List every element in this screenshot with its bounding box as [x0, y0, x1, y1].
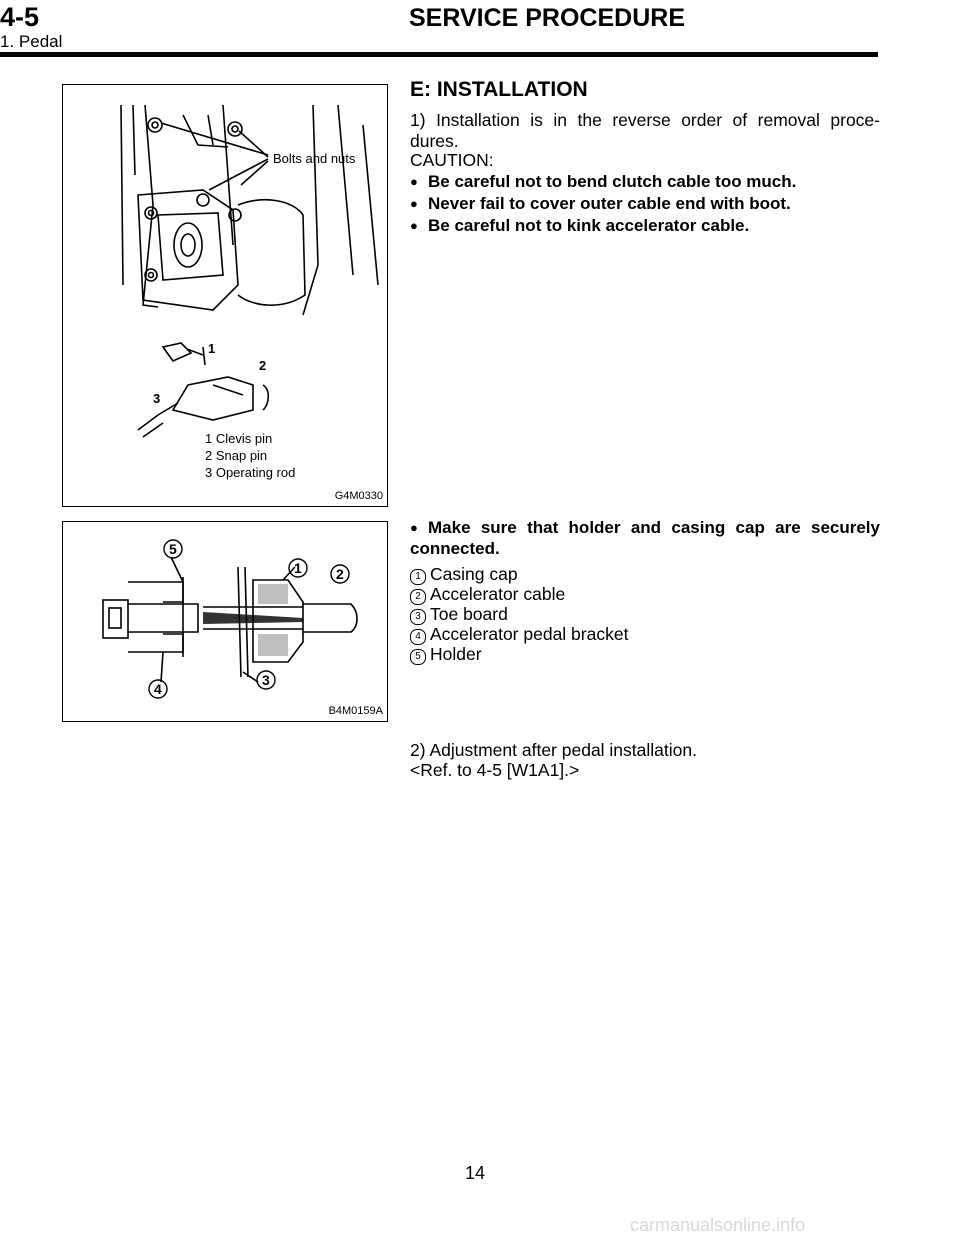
callout-2: 2	[336, 566, 344, 582]
step-2-text: 2) Adjustment after pedal installation.	[410, 740, 697, 760]
section-code: 4-5	[0, 2, 40, 32]
bullet-icon: ●	[410, 520, 418, 535]
subsection-title: 1. Pedal	[0, 32, 63, 51]
bullet-icon: ●	[410, 218, 418, 233]
step-2-reference: <Ref. to 4-5 [W1A1].>	[410, 760, 580, 780]
caution-item: ● Never fail to cover outer cable end with boot.	[410, 194, 791, 213]
section-title: SERVICE PROCEDURE	[409, 4, 685, 32]
legend-item: 5 Holder	[410, 644, 482, 665]
step-1-text: 1) Installation is in the reverse order of removal proce- dures.	[410, 110, 880, 151]
fig1-legend-2: 2 Snap pin	[205, 448, 268, 463]
watermark: carmanualsonline.info	[630, 1215, 806, 1235]
caution-item: ● Be careful not to bend clutch cable too much.	[410, 172, 797, 191]
bullet-icon: ●	[410, 174, 418, 189]
legend-item: 3 Toe board	[410, 604, 508, 625]
caution-item: ● Be careful not to kink accelerator cable.	[410, 216, 750, 235]
pedal-bracket-illustration	[63, 85, 389, 508]
figure2-code: B4M0159A	[328, 705, 383, 717]
casing-cap-illustration	[63, 522, 389, 723]
callout-1: 1	[294, 560, 302, 576]
legend-item: 2 Accelerator cable	[410, 584, 565, 605]
legend-item: 1 Casing cap	[410, 564, 518, 585]
callout-3: 3	[153, 391, 161, 406]
note-holder-casing: ● Make sure that holder and casing cap are securely connected.	[410, 518, 880, 558]
figure1-code: G4M0330	[334, 490, 383, 502]
fig1-legend-3: 3 Operating rod	[205, 465, 296, 480]
callout-2: 2	[259, 358, 267, 373]
header-rule	[0, 52, 878, 57]
callout-4: 4	[154, 681, 162, 697]
figure-pedal-removal	[62, 84, 388, 507]
label-bolts-and-nuts: Bolts and nuts	[273, 151, 356, 166]
callout-1: 1	[208, 341, 216, 356]
section-heading: E: INSTALLATION	[410, 78, 588, 101]
caution-title: CAUTION:	[410, 150, 494, 170]
bullet-icon: ●	[410, 196, 418, 211]
callout-3: 3	[262, 672, 270, 688]
fig1-legend-1: 1 Clevis pin	[205, 431, 273, 446]
callout-5: 5	[169, 541, 177, 557]
page-number: 14	[465, 1163, 486, 1183]
legend-item: 4 Accelerator pedal bracket	[410, 624, 628, 645]
figure-casing-cap	[62, 521, 388, 722]
